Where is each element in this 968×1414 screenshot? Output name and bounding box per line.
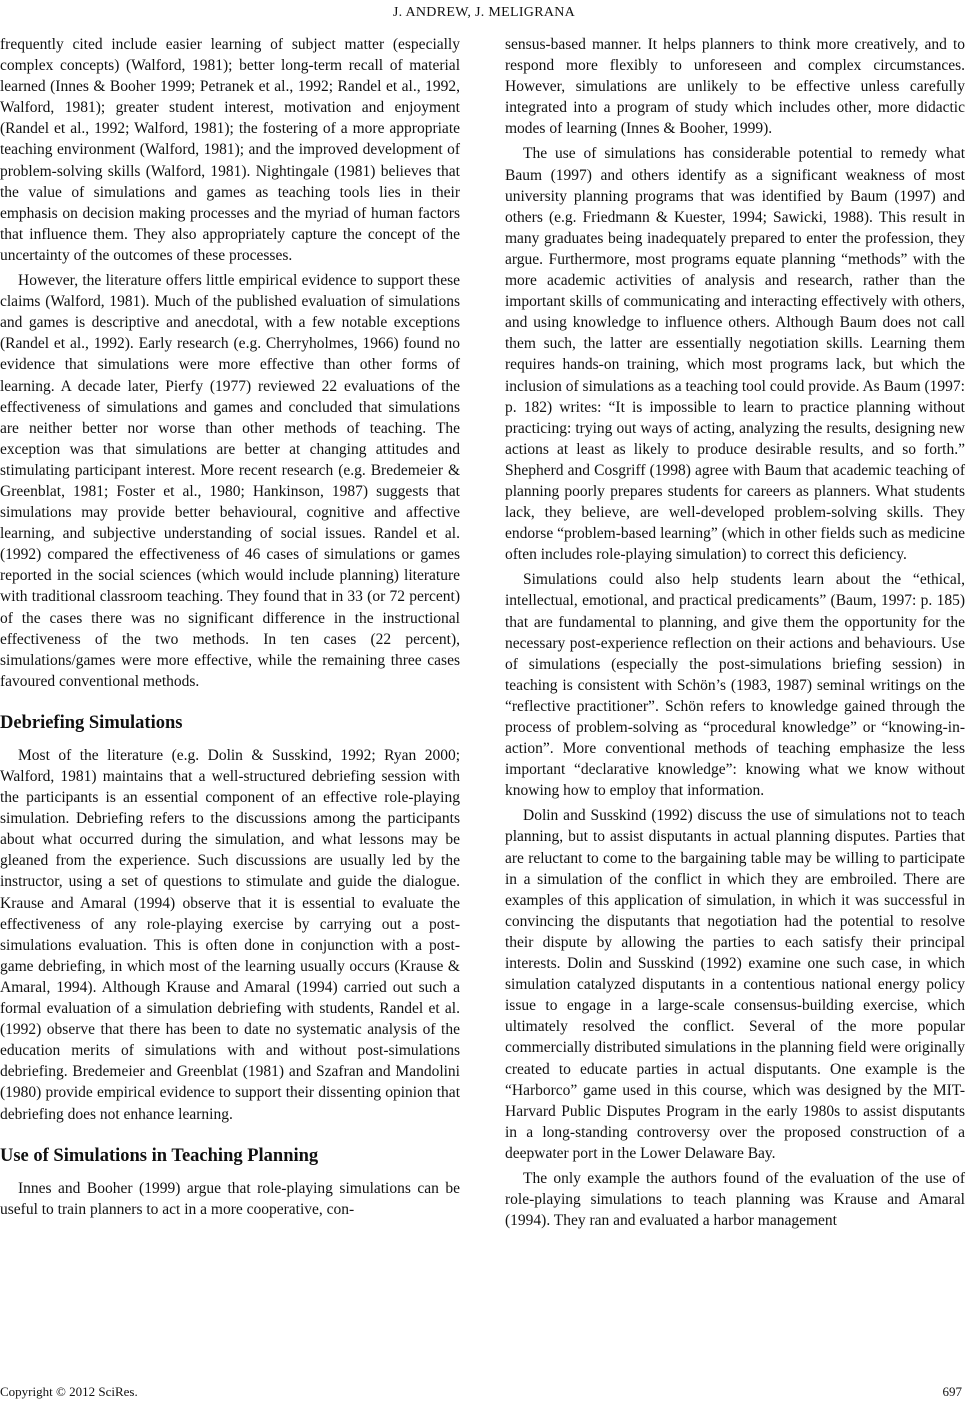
left-column	[0, 34, 460, 1224]
paragraph: Dolin and Susskind (1992) discuss the use of simulations not to teach planning, but to assist disputants in actual planning disputes. Parties that are reluctant to come to the bargaining table may be willing to participate in a simulation of the conflict in which they are embroiled. There are examples of this application of simulation, in which it was successful in convincing the disputants that negotiation had the potential to resolve their dispute by allowing the parties to each satisfy their principal interests. Dolin and Susskind (1992) examine one such case, in which simulation catalyzed disputants in a contentious national energy policy issue to engage in a large-scale consensus-building exercise, which ultimately resolved the conflict. Several of the more popular commercially distributed simulations in the planning field were originally created to educate parties in actual disputants. One example is the “Harborco” game used in this course, which was designed by the MIT-Harvard Public Disputes Program in the early 1980s to assist disputants in a long-standing controversy over the proposed construction of a deepwater port in the Lower Delaware Bay.	[505, 807, 965, 1162]
paragraph: sensus-based manner. It helps planners to think more creatively, and to respond more flexibly to unforeseen and complex circumstances. However, simulations are unlikely to be effective unless carefully integrated into a program of study which includes other, more didactic modes of learning (Innes & Booher, 1999).	[505, 36, 965, 138]
section-heading: Use of Simulations in Teaching Planning	[0, 1145, 319, 1166]
copyright-notice: Copyright © 2012 SciRes.	[0, 1384, 138, 1399]
paragraph: Simulations could also help students learn about the “ethical, intellectual, emotional, and practical predicaments” (Baum, 1997: p. 185) that are fundamental to planning, and give them the opportunity for the necessary post-experience reflection on their actions and behaviours. Use of simulations (especially the post-simulations briefing session) in teaching is consistent with Schön’s (1983, 1987) seminal writings on the “reflective practitioner”. Schön refers to knowledge gained through the process of problem-solving as “procedural knowledge” or “knowing-in-action”. More conventional methods of teaching emphasize the less important “declarative knowledge”: knowing what we know without knowing how to employ that information.	[505, 571, 965, 800]
paragraph: However, the literature offers little empirical evidence to support these claims (Walford, 1981). Much of the published evaluation of simulations and games is descriptive and anecdotal, with a few notable exceptions (Randel et al., 1992). Early research (e.g. Cherryholmes, 1966) found no evidence that simulations were more effective than other forms of learning. A decade later, Pierfy (1977) reviewed 22 evaluations of the effectiveness of simulations and games and concluded that simulations are neither better nor worse than other methods of teaching. The exception was that simulations are better at changing attitudes and stimulating participant interest. More recent research (e.g. Bredemeier & Greenblat, 1981; Foster et al., 1980; Hankinson, 1987) suggests that simulations may provide better behavioural, cognitive and affective learning, and subjective understanding of social issues. Randel et al. (1992) compared the effectiveness of 46 cases of simulations or games reported in the social sciences (which would include planning) literature with traditional classroom teaching. They found that in 33 (or 72 percent) of the cases there was no significant difference in the instructional effectiveness of the two methods. In ten cases (22 percent), simulations/games were more effective, while the remaining three cases favoured conventional methods.	[0, 272, 460, 690]
paragraph: frequently cited include easier learning of subject matter (especially complex concepts) (Walford, 1981); better long-term recall of material learned (Innes & Booher 1999; Petranek et al., 1992; Randel et al., 1992, Walford, 1981); greater student interest, motivation and enjoyment (Randel et al., 1992; Walford, 1981); the fostering of a more appropriate teaching environment (Walford, 1981); and the improved development of problem-solving skills (Walford, 1981). Nightingale (1981) believes that the value of simulations and games as teaching tools lies in their emphasis on decision making processes and the myriad of human factors that influence them. They also appropriately capture the concept of the uncertainty of the outcomes of these processes.	[0, 36, 460, 264]
paragraph: Innes and Booher (1999) argue that role-playing simulations can be useful to train planners to act in a more cooperative, con-	[0, 1179, 460, 1218]
section-heading: Debriefing Simulations	[0, 712, 183, 733]
running-head: J. ANDREW, J. MELIGRANA	[392, 5, 576, 20]
page-number: 697	[942, 1384, 962, 1399]
page-footer	[0, 1384, 962, 1400]
paragraph: Most of the literature (e.g. Dolin & Susskind, 1992; Ryan 2000; Walford, 1981) maintains that a well-structured debriefing session with the participants is an essential component of an effective role-playing simulation. Debriefing refers to the discussions among the participants about what occurred during the simulation, and what lessons may be gleaned from the experience. Such discussions are usually led by the instructor, using a set of questions to stimulate and guide the dialogue. Krause and Amaral (1994) observe that it is essential to evaluate the effectiveness of any role-playing exercise by carrying out a post-simulations evaluation. This is often done in conjunction with a post-game debriefing, in which most of the learning usually occurs (Krause & Amaral, 1994). Although Krause and Amaral (1994) carried out such a formal evaluation of a simulation debriefing with students, Randel et al. (1992) observe that there has been to date no systematic analysis of the education merits of simulations with and without post-simulations debriefing. Bredemeier and Greenblat (1981) and Szafran and Mandolini (1980) provide empirical evidence to support their dissenting opinion that debriefing does not enhance learning.	[0, 746, 460, 1123]
paragraph: The use of simulations has considerable potential to remedy what Baum (1997) and others identify as a significant weakness of most university planning programs that was identified by Baum (1997) and others (e.g. Friedmann & Kuester, 1994; Sawicki, 1988). This result in many graduates being inadequately prepared to enter the profession, they argue. Furthermore, most programs equate planning “methods” with the more academic activities of analysis and research, rather than the important skills of communicating and interacting effectively with others, and using knowledge to influence others. Although Baum does not call them such, the latter are essentially negotiation skills. Learning them requires hands-on training, which most programs lack, but which the inclusion of simulations as a teaching tool could provide. As Baum (1997: p. 182) writes: “It is impossible to learn to practice planning without practicing: trying out ways of acting, analyzing the results, designing new actions at least as likely to produce desirable results, and so forth.” Shepherd and Cosgriff (1998) agree with Baum that academic teaching of planning poorly prepares students for careers as planners. What students lack, they believe, are well-developed problem-solving skills. They endorse “problem-based learning” (which in other fields such as medicine often includes role-playing simulation) to correct this deficiency.	[505, 145, 965, 564]
right-column	[505, 34, 965, 1235]
paragraph: The only example the authors found of the evaluation of the use of role-playing simulations to teach planning was Krause and Amaral (1994). They ran and evaluated a harbor management	[505, 1169, 965, 1230]
